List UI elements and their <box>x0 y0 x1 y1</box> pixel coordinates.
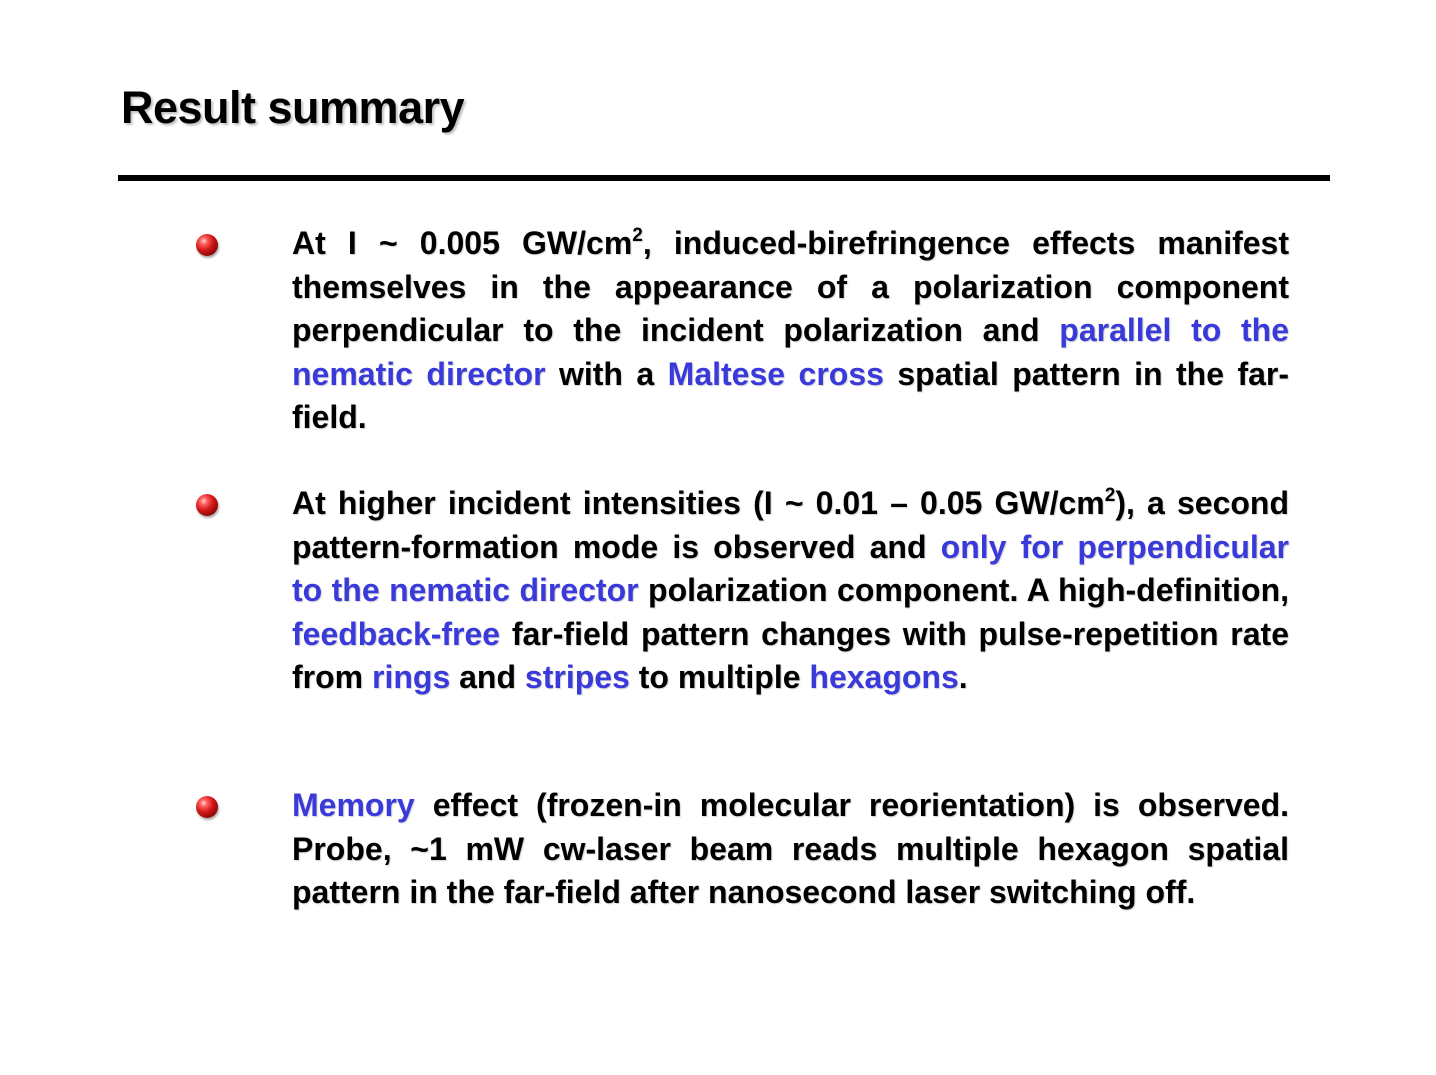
bullet-text <box>292 482 1289 700</box>
text-segment: with a <box>545 355 668 392</box>
highlighted-text: Maltese cross <box>667 355 884 392</box>
highlighted-text: stripes <box>524 659 630 695</box>
text-segment: At higher incident intensities (I ~ 0.01 – 0.05 GW/cm <box>292 485 1105 521</box>
superscript: 2 <box>1104 485 1116 506</box>
highlighted-text: rings <box>372 659 451 695</box>
text-segment: polarization component. A high-definition, <box>638 572 1290 608</box>
text-segment: spatial pattern in the far-field. <box>292 355 1289 435</box>
bullet-text <box>292 784 1289 915</box>
text-segment: . <box>958 659 968 695</box>
highlighted-text: parallel to the nematic director <box>292 312 1290 392</box>
superscript: 2 <box>632 225 643 246</box>
text-segment: far-field pattern changes with pulse-repetition rate from <box>292 615 1289 695</box>
text-segment: effect (frozen-in molecular reorientation) is observed. Probe, ~1 mW cw-laser beam reads multiple hexagon spatial pattern in the far-field after nanosecond laser switching off. <box>292 787 1289 910</box>
highlighted-text: feedback-free <box>292 615 501 652</box>
highlighted-text: Memory <box>292 787 415 823</box>
text-segment: At I ~ 0.005 GW/cm <box>292 225 633 261</box>
bullet-text <box>292 222 1289 440</box>
text-segment: , induced-birefringence effects manifest themselves in the appearance of a polarization component perpendicular to the incident polarization and <box>292 225 1290 348</box>
slide-title: Result summary <box>121 82 465 133</box>
highlighted-text: hexagons <box>809 659 959 695</box>
red-ball-bullet-icon <box>196 494 218 516</box>
text-segment: to multiple <box>629 659 810 695</box>
red-ball-bullet-icon <box>196 234 218 256</box>
red-ball-bullet-icon <box>196 796 218 818</box>
text-segment: ), a second pattern-formation mode is observed and <box>292 485 1290 565</box>
text-segment: and <box>450 659 525 695</box>
highlighted-text: only for perpendicular to the nematic director <box>292 528 1289 608</box>
